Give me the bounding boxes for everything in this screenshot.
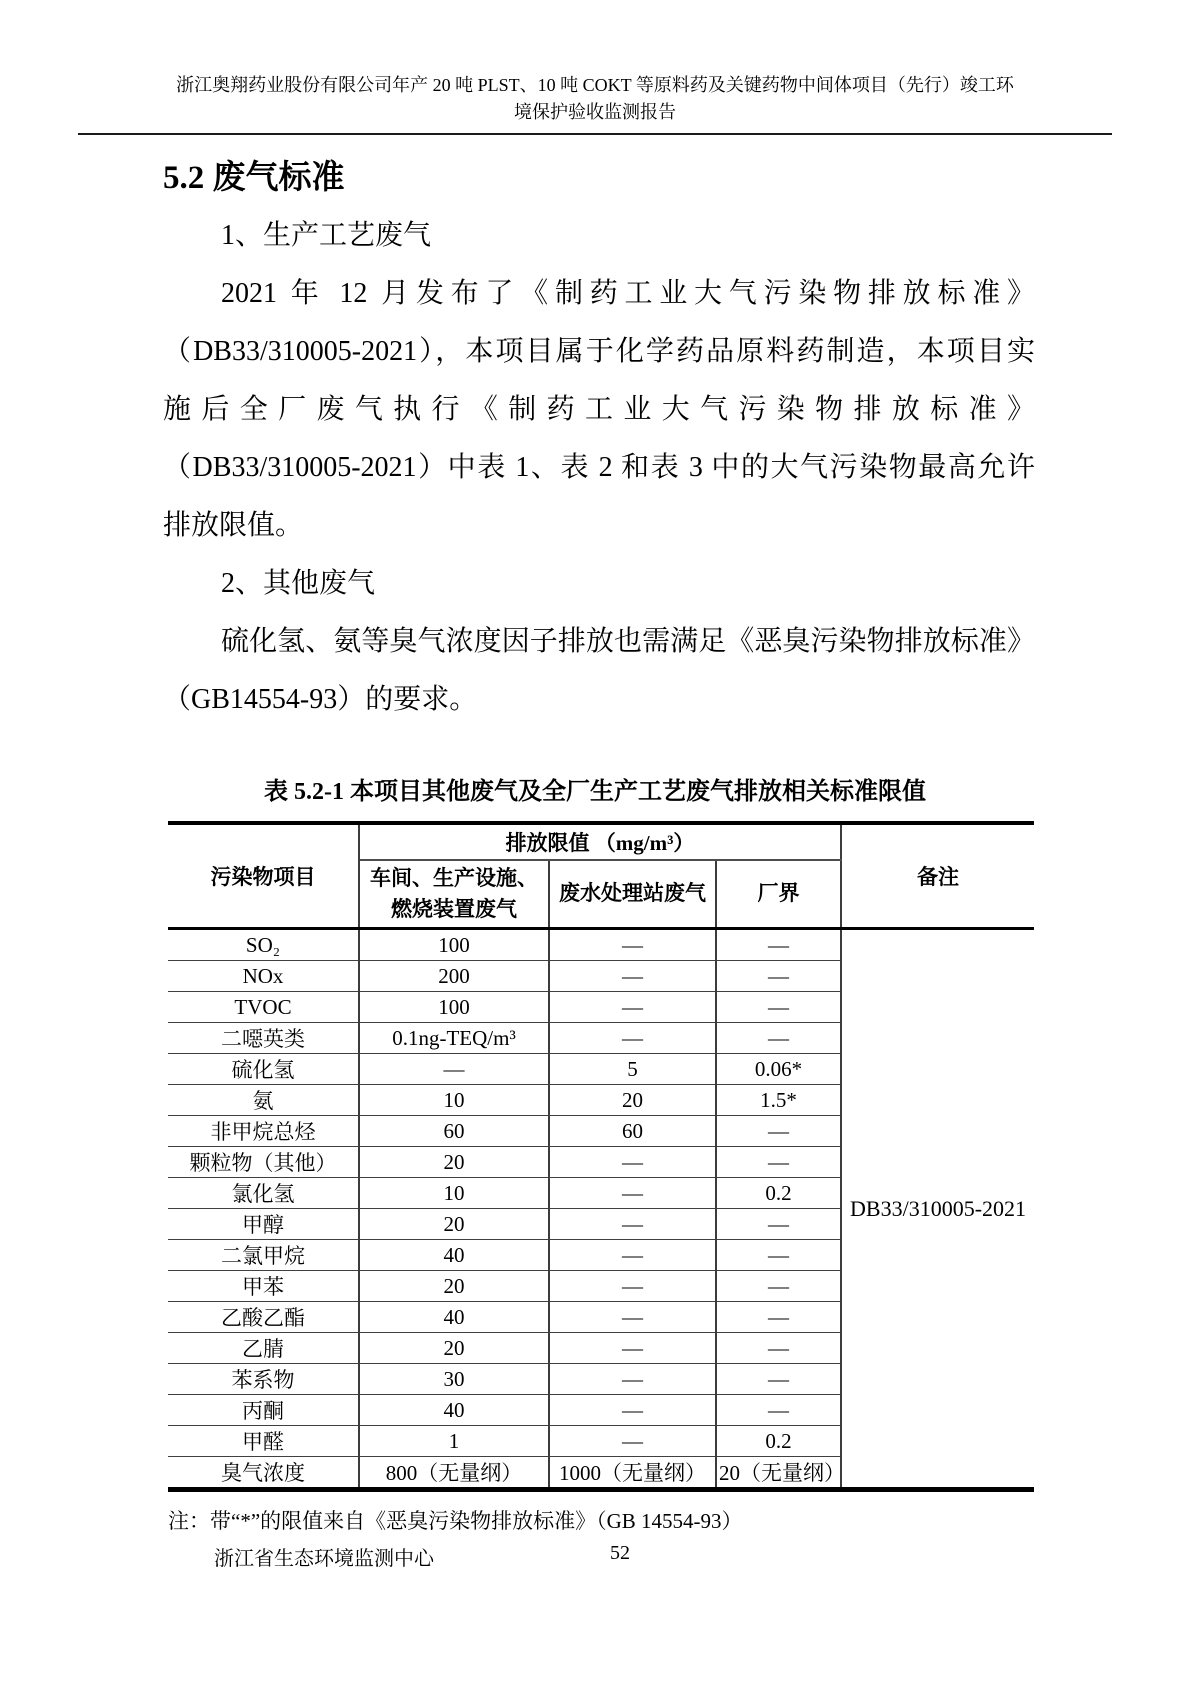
cell-workshop: 40 [359, 1302, 549, 1333]
cell-boundary: — [716, 1333, 841, 1364]
table-title: 表 5.2-1 本项目其他废气及全厂生产工艺废气排放相关标准限值 [264, 779, 926, 805]
cell-wastewater: — [549, 1395, 716, 1426]
cell-wastewater: — [549, 1426, 716, 1457]
footer-organization: 浙江省生态环境监测中心 [214, 1548, 434, 1570]
cell-pollutant: SO₂ [168, 929, 359, 961]
cell-workshop: 20 [359, 1333, 549, 1364]
cell-boundary: — [716, 929, 841, 961]
cell-pollutant: 臭气浓度 [168, 1457, 359, 1490]
cell-wastewater: 60 [549, 1116, 716, 1147]
section-heading: 5.2 废气标准 [163, 160, 345, 196]
table-header-row-1 [168, 823, 1034, 860]
cell-wastewater: 20 [549, 1085, 716, 1116]
cell-wastewater: — [549, 1364, 716, 1395]
cell-boundary: — [716, 1209, 841, 1240]
body-line: 1、生产工艺废气 [221, 220, 432, 251]
cell-pollutant: 甲醛 [168, 1426, 359, 1457]
cell-boundary: 0.2 [716, 1426, 841, 1457]
cell-wastewater: — [549, 1147, 716, 1178]
body-line: 2021 年 12 月发布了《制药工业大气污染物排放标准》 [221, 278, 1035, 309]
cell-pollutant: 丙酮 [168, 1395, 359, 1426]
cell-boundary: — [716, 1271, 841, 1302]
cell-workshop: 100 [359, 992, 549, 1023]
cell-wastewater: — [549, 1209, 716, 1240]
cell-boundary: — [716, 1023, 841, 1054]
cell-boundary: — [716, 992, 841, 1023]
cell-wastewater: — [549, 1178, 716, 1209]
standards-table [168, 821, 1034, 1492]
cell-wastewater: — [549, 992, 716, 1023]
body-line: （GB14554-93）的要求。 [163, 684, 478, 715]
cell-boundary: 0.06* [716, 1054, 841, 1085]
cell-workshop: — [359, 1054, 549, 1085]
cell-workshop: 30 [359, 1364, 549, 1395]
cell-wastewater: — [549, 929, 716, 961]
cell-boundary: 20（无量纲） [716, 1457, 841, 1490]
cell-boundary: 0.2 [716, 1178, 841, 1209]
cell-boundary: — [716, 1240, 841, 1271]
cell-pollutant: 氨 [168, 1085, 359, 1116]
cell-workshop: 800（无量纲） [359, 1457, 549, 1490]
body-line: （DB33/310005-2021），本项目属于化学药品原料药制造，本项目实 [163, 336, 1035, 367]
page-header-line1: 浙江奥翔药业股份有限公司年产 20 吨 PLST、10 吨 COKT 等原料药及关键药物中间体项目（先行）竣工环 [176, 75, 1014, 95]
page-footer [0, 1542, 1190, 1572]
header-cell-boundary: 厂界 [716, 860, 841, 929]
cell-pollutant: 硫化氢 [168, 1054, 359, 1085]
body-text [163, 207, 1035, 729]
header-cell-limit-group: 排放限值 （mg/m³） [359, 823, 841, 860]
cell-boundary: — [716, 1395, 841, 1426]
header-cell-remark: 备注 [841, 823, 1034, 929]
cell-pollutant: 非甲烷总烃 [168, 1116, 359, 1147]
cell-boundary: — [716, 1302, 841, 1333]
cell-workshop: 40 [359, 1240, 549, 1271]
cell-wastewater: — [549, 1023, 716, 1054]
cell-workshop: 1 [359, 1426, 549, 1457]
page-header [78, 0, 1112, 135]
body-line: 硫化氢、氨等臭气浓度因子排放也需满足《恶臭污染物排放标准》 [221, 626, 1035, 657]
cell-workshop: 200 [359, 961, 549, 992]
cell-workshop: 20 [359, 1271, 549, 1302]
cell-workshop: 20 [359, 1209, 549, 1240]
cell-workshop: 100 [359, 929, 549, 961]
header-cell-pollutant: 污染物项目 [168, 823, 359, 929]
cell-pollutant: 苯系物 [168, 1364, 359, 1395]
cell-boundary: — [716, 961, 841, 992]
cell-pollutant: 甲苯 [168, 1271, 359, 1302]
table-head [168, 823, 1034, 929]
cell-wastewater: — [549, 1333, 716, 1364]
body-line: 施后全厂废气执行《制药工业大气污染物排放标准》 [163, 394, 1035, 425]
cell-pollutant: 二噁英类 [168, 1023, 359, 1054]
footer-page-number: 52 [610, 1542, 630, 1564]
header-cell-wastewater: 废水处理站废气 [549, 860, 716, 929]
page-header-line2: 境保护验收监测报告 [514, 102, 676, 122]
cell-wastewater: — [549, 1271, 716, 1302]
cell-pollutant: 颗粒物（其他） [168, 1147, 359, 1178]
cell-workshop: 0.1ng-TEQ/m³ [359, 1023, 549, 1054]
cell-boundary: — [716, 1116, 841, 1147]
table-body [168, 929, 1034, 1490]
cell-workshop: 10 [359, 1085, 549, 1116]
header-cell-workshop: 车间、生产设施、燃烧装置废气 [359, 860, 549, 929]
cell-workshop: 40 [359, 1395, 549, 1426]
body-line: （DB33/310005-2021）中表 1、表 2 和表 3 中的大气污染物最高允许 [163, 452, 1035, 483]
cell-wastewater: — [549, 1240, 716, 1271]
cell-workshop: 10 [359, 1178, 549, 1209]
cell-workshop: 60 [359, 1116, 549, 1147]
cell-wastewater: 5 [549, 1054, 716, 1085]
cell-pollutant: NOx [168, 961, 359, 992]
table-row [168, 929, 1034, 961]
cell-boundary: — [716, 1364, 841, 1395]
cell-wastewater: — [549, 961, 716, 992]
cell-workshop: 20 [359, 1147, 549, 1178]
cell-pollutant: 氯化氢 [168, 1178, 359, 1209]
body-line: 排放限值。 [163, 510, 304, 541]
cell-pollutant: 乙腈 [168, 1333, 359, 1364]
cell-remark-value: DB33/310005-2021 [841, 929, 1034, 1490]
cell-pollutant: 甲醇 [168, 1209, 359, 1240]
cell-pollutant: 乙酸乙酯 [168, 1302, 359, 1333]
cell-wastewater: — [549, 1302, 716, 1333]
cell-boundary: — [716, 1147, 841, 1178]
cell-pollutant: 二氯甲烷 [168, 1240, 359, 1271]
cell-wastewater: 1000（无量纲） [549, 1457, 716, 1490]
cell-boundary: 1.5* [716, 1085, 841, 1116]
body-line: 2、其他废气 [221, 568, 376, 599]
cell-pollutant: TVOC [168, 992, 359, 1023]
table-note: 注：带“*”的限值来自《恶臭污染物排放标准》（GB 14554-93） [168, 1509, 743, 1533]
